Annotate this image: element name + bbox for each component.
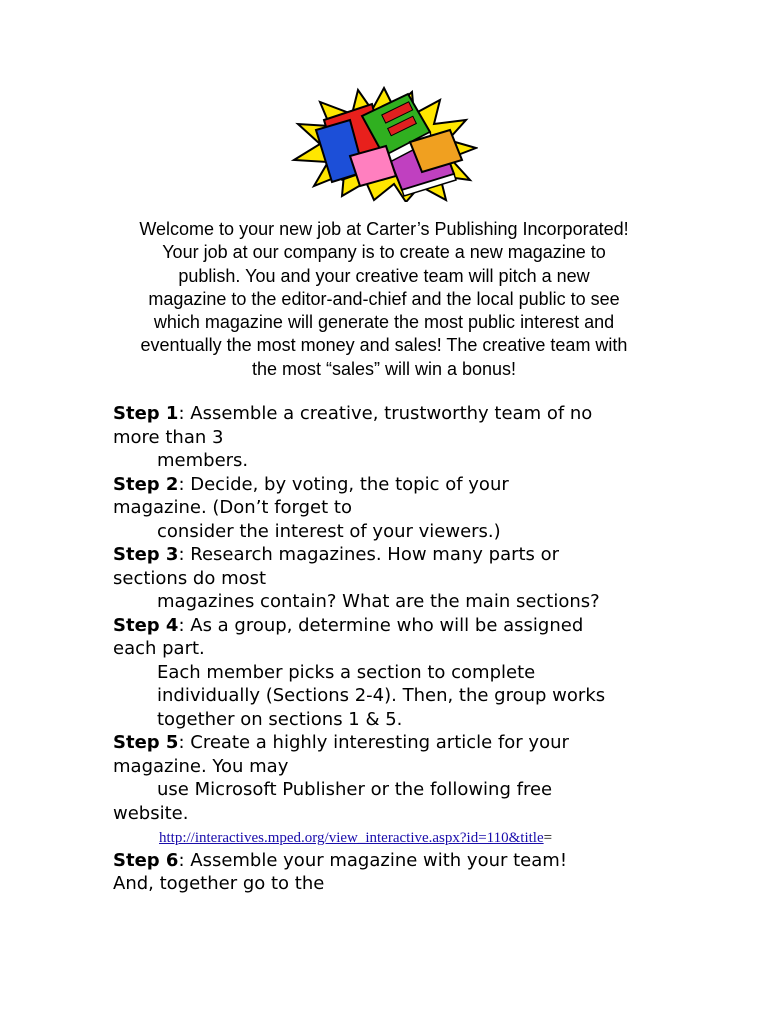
intro-line: which magazine will generate the most public interest and	[153, 312, 615, 333]
intro-line: Welcome to your new job at Carter’s Publishing Incorporated!	[139, 219, 629, 239]
books-clipart-icon	[290, 86, 478, 202]
step-text: more than 3	[113, 426, 224, 448]
step-text: Decide, by voting, the topic of your	[190, 473, 509, 495]
step-text: sections do most	[113, 567, 267, 589]
step-label: Step 5	[113, 732, 179, 753]
intro-line: publish. You and your creative team will pitch a new	[178, 265, 590, 286]
step-label: Step 2	[113, 473, 179, 495]
step-label: Step 1	[113, 403, 179, 424]
step-4-line	[113, 614, 673, 638]
step-separator: :	[178, 473, 191, 495]
step-2-line	[113, 473, 673, 497]
intro-line: eventually the most money and sales! The creative team with	[140, 335, 628, 356]
step-text: magazine. (Don’t forget to	[113, 497, 352, 518]
step-5-line	[113, 731, 673, 755]
steps-list	[113, 402, 673, 896]
step-text: And, together go to the	[113, 873, 325, 894]
step-indented-text: Each member picks a section to complete	[157, 661, 536, 683]
step-separator: :	[178, 544, 191, 565]
website-link[interactable]: http://interactives.mped.org/view_interactive.aspx?id=110&title	[159, 830, 544, 846]
step-separator: :	[178, 849, 191, 871]
step-text: Research magazines. How many parts or	[190, 544, 560, 565]
step-label: Step 4	[113, 614, 179, 636]
step-indented-text: individually (Sections 2-4). Then, the group works	[157, 685, 606, 706]
step-indented-text: consider the interest of your viewers.)	[157, 520, 501, 542]
link-tail: =	[543, 830, 553, 846]
step-text: Assemble a creative, trustworthy team of no	[190, 403, 593, 424]
step-label: Step 3	[113, 544, 179, 565]
step-text: Create a highly interesting article for your	[190, 732, 569, 753]
step-text: each part.	[113, 638, 205, 659]
step-text: website.	[113, 802, 189, 824]
step-3-line	[113, 543, 673, 567]
step-indented-text: use Microsoft Publisher or the following free	[157, 779, 553, 800]
step-text: Assemble your magazine with your team!	[190, 849, 568, 871]
intro-paragraph	[100, 218, 668, 381]
step-separator: :	[178, 732, 191, 753]
step-indented-text: members.	[157, 450, 249, 471]
intro-line: Your job at our company is to create a new magazine to	[162, 242, 606, 263]
step-label: Step 6	[113, 849, 179, 871]
step-1-line	[113, 402, 673, 426]
step-text: magazine. You may	[113, 755, 289, 777]
step-text: As a group, determine who will be assigned	[190, 614, 584, 636]
step-separator: :	[178, 403, 191, 424]
step-indented-text: together on sections 1 & 5.	[157, 708, 403, 730]
intro-line: magazine to the editor-and-chief and the local public to see	[148, 288, 620, 309]
step-6-line	[113, 849, 673, 873]
step-indented-text: magazines contain? What are the main sections?	[157, 591, 600, 612]
intro-line: the most “sales” will win a bonus!	[251, 358, 517, 379]
link-line	[113, 825, 673, 849]
step-separator: :	[178, 614, 191, 636]
